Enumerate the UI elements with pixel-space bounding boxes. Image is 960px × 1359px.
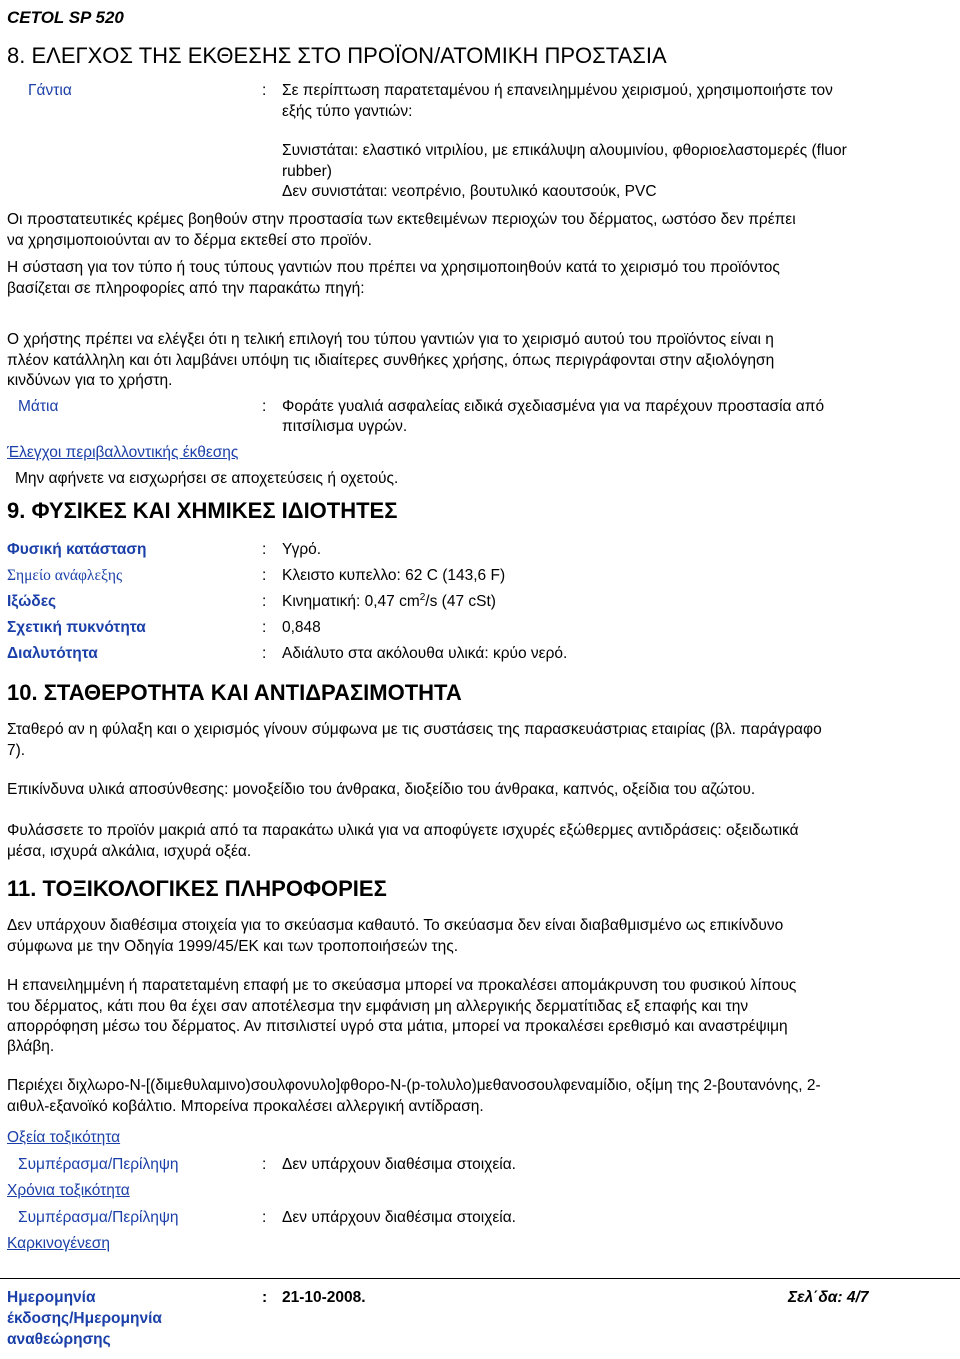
recommended-line2: rubber) bbox=[282, 163, 332, 180]
chronic-summary-value: Δεν υπάρχουν διαθέσιμα στοιχεία. bbox=[282, 1209, 516, 1226]
colon: : bbox=[262, 398, 267, 415]
property-value-relative-density: 0,848 bbox=[282, 619, 321, 636]
gloves-text-line1: Σε περίπτωση παρατεταμένου ή επανειλημμένου χειρισμού, χρησιμοποιήστε τον bbox=[282, 82, 833, 99]
carcinogenicity-label: Καρκινογένεση bbox=[7, 1235, 110, 1252]
colon: : bbox=[262, 1209, 267, 1226]
tox-p2-line2: του δέρματος, κάτι που θα έχει σαν αποτέλεσμα την εμφάνιση μη αλλεργικής δερματίτιδας εξ επαφής και την bbox=[7, 998, 749, 1015]
footer-divider bbox=[0, 1278, 960, 1279]
page-number: Σελ΄δα: 4/7 bbox=[788, 1289, 869, 1306]
property-label-flash-point: Σημείο ανάφλεξης bbox=[7, 567, 123, 584]
footer-date-label-line3: αναθεώρησης bbox=[7, 1331, 111, 1348]
env-controls-text: Μην αφήνετε να εισχωρήσει σε αποχετεύσεις ή οχετούς. bbox=[15, 470, 399, 487]
gloves-text-line2: εξής τύπο γαντιών: bbox=[282, 103, 413, 120]
property-label-solubility: Διαλυτότητα bbox=[7, 645, 98, 662]
incompatible-line2: μέσα, ισχυρά αλκάλια, ισχυρά οξέα. bbox=[7, 843, 252, 860]
tox-p1-line1: Δεν υπάρχουν διαθέσιμα στοιχεία για το σκεύασμα καθαυτό. Το σκεύασμα δεν είναι διαβαθμισμένο ως επικίνδυνο bbox=[7, 917, 784, 934]
acute-summary-label: Συμπέρασμα/Περίληψη bbox=[18, 1156, 179, 1173]
viscosity-value-unit: /s (47 cSt) bbox=[425, 593, 496, 610]
eyes-text-line2: πιτσίλισμα υγρών. bbox=[282, 418, 408, 435]
footer-date-value: 21-10-2008. bbox=[282, 1289, 366, 1306]
creams-line1: Οι προστατευτικές κρέμες βοηθούν στην προστασία των εκτεθειμένων περιοχών του δέρματος, ωστόσο δεν πρέπει bbox=[7, 211, 796, 228]
user-line2: πλέον κατάλληλη και ότι λαμβάνει υπόψη τις ιδιαίτερες συνθήκες χρήσης, όπως περιγράφονται στην αξιολόγηση bbox=[7, 352, 775, 369]
footer-date-label-line1: Ημερομηνία bbox=[7, 1289, 96, 1306]
recommendation-line1: Η σύσταση για τον τύπο ή τους τύπους γαντιών που πρέπει να χρησιμοποιηθούν κατά το χειρισμό του προϊόντος bbox=[7, 259, 780, 276]
viscosity-value-main: Κινηματική: 0,47 cm bbox=[282, 593, 420, 610]
colon: : bbox=[262, 567, 267, 584]
env-controls-label: Έλεγχοι περιβαλλοντικής έκθεσης bbox=[7, 444, 239, 461]
property-label-viscosity: Ιξώδες bbox=[7, 593, 57, 610]
section-8-title: 8. ΕΛΕΓΧΟΣ ΤΗΣ ΕΚΘΕΣΗΣ ΣΤΟ ΠΡΟΪΟΝ/ΑΤΟΜΙΚΗ ΠΡΟΣΤΑΣΙΑ bbox=[7, 43, 667, 68]
tox-p3-line2: αιθυλ-εξανοϊκό κοβάλτιο. Μπορείνα προκαλέσει αλλεργική αντίδραση. bbox=[7, 1098, 484, 1115]
tox-p2-line3: απορρόφηση μέσω του δέρματος. Αν πιτσιλιστεί υγρό στα μάτια, μπορεί να προκαλέσει ερεθισμό και αναστρέψιμη bbox=[7, 1018, 788, 1035]
recommendation-line2: βασίζεται σε πληροφορίες από την παρακάτω πηγή: bbox=[7, 280, 365, 297]
colon: : bbox=[262, 645, 267, 662]
property-label-physical-state: Φυσική κατάσταση bbox=[7, 541, 147, 558]
incompatible-line1: Φυλάσσετε το προϊόν μακριά από τα παρακάτω υλικά για να αποφύγετε ισχυρές εξώθερμες αντιδράσεις: οξειδωτικά bbox=[7, 822, 799, 839]
property-label-relative-density: Σχετική πυκνότητα bbox=[7, 619, 146, 636]
section-10-title: 10. ΣΤΑΘΕΡΟΤΗΤΑ ΚΑΙ ΑΝΤΙΔΡΑΣΙΜΟΤΗΤΑ bbox=[7, 680, 462, 705]
gloves-label: Γάντια bbox=[28, 82, 72, 99]
chronic-toxicity-label: Χρόνια τοξικότητα bbox=[7, 1182, 130, 1199]
product-name: CETOL SP 520 bbox=[7, 8, 124, 27]
section-9-title: 9. ΦΥΣΙΚΕΣ ΚΑΙ ΧΗΜΙΚΕΣ ΙΔΙΟΤΗΤΕΣ bbox=[7, 498, 398, 523]
acute-summary-value: Δεν υπάρχουν διαθέσιμα στοιχεία. bbox=[282, 1156, 516, 1173]
colon: : bbox=[262, 1289, 268, 1306]
stability-line2: 7). bbox=[7, 742, 26, 759]
acute-toxicity-label: Οξεία τοξικότητα bbox=[7, 1129, 121, 1146]
stability-line1: Σταθερό αν η φύλαξη και ο χειρισμός γίνουν σύμφωνα με τις συστάσεις της παρασκευάστριας εταιρίας (βλ. παράγραφο bbox=[7, 721, 822, 738]
creams-line2: να χρησιμοποιούνται αν το δέρμα εκτεθεί στο προϊόν. bbox=[7, 232, 372, 249]
tox-p1-line2: σύμφωνα με την Οδηγία 1999/45/ΕΚ και των τροποποιήσεών της. bbox=[7, 938, 459, 955]
property-value-physical-state: Υγρό. bbox=[282, 541, 322, 558]
colon: : bbox=[262, 541, 267, 558]
property-value-viscosity bbox=[282, 591, 496, 612]
tox-p2-line1: Η επανειλημμένη ή παρατεταμένη επαφή με το σκεύασμα μπορεί να προκαλέσει απομάκρυνση του φυσικού λίπους bbox=[7, 977, 797, 994]
eyes-label: Μάτια bbox=[18, 398, 59, 415]
tox-p2-line4: βλάβη. bbox=[7, 1038, 55, 1055]
colon: : bbox=[262, 619, 267, 636]
viscosity-exponent: 2 bbox=[419, 591, 426, 603]
eyes-text-line1: Φοράτε γυαλιά ασφαλείας ειδικά σχεδιασμένα για να παρέχουν προστασία από bbox=[282, 398, 825, 415]
chronic-summary-label: Συμπέρασμα/Περίληψη bbox=[18, 1209, 179, 1226]
colon: : bbox=[262, 593, 267, 610]
user-line1: Ο χρήστης πρέπει να ελέγξει ότι η τελική επιλογή του τύπου γαντιών για το χειρισμό αυτού του προϊόντος είναι η bbox=[7, 331, 774, 348]
colon: : bbox=[262, 1156, 267, 1173]
footer-date-label-line2: έκδοσης/Ημερομηνία bbox=[7, 1310, 162, 1327]
decomposition-products: Επικίνδυνα υλικά αποσύνθεσης: μονοξείδιο του άνθρακα, διοξείδιο του άνθρακα, καπνός, οξείδια του αζώτου. bbox=[7, 781, 756, 798]
not-recommended: Δεν συνιστάται: νεοπρένιο, βουτυλικό καουτσούκ, PVC bbox=[282, 183, 657, 200]
user-line3: κινδύνων για το χρήστη. bbox=[7, 372, 173, 389]
section-11-title: 11. ΤΟΞΙΚΟΛΟΓΙΚΕΣ ΠΛΗΡΟΦΟΡΙΕΣ bbox=[7, 876, 387, 901]
property-value-flash-point: Κλειστο κυπελλο: 62 C (143,6 F) bbox=[282, 567, 506, 584]
recommended-line1: Συνιστάται: ελαστικό νιτριλίου, με επικάλυψη αλουμινίου, φθοριοελαστομερές (fluor bbox=[282, 142, 847, 159]
property-value-solubility: Αδιάλυτο στα ακόλουθα υλικά: κρύο νερό. bbox=[282, 645, 568, 662]
colon: : bbox=[262, 82, 267, 99]
tox-p3-line1: Περιέχει διχλωρο-N-[(διμεθυλαμινο)σουλφονυλο]φθορο-N-(p-τολυλο)μεθανοσουλφεναμίδιο, οξίμη της 2-βουτανόνης, 2- bbox=[7, 1077, 821, 1094]
